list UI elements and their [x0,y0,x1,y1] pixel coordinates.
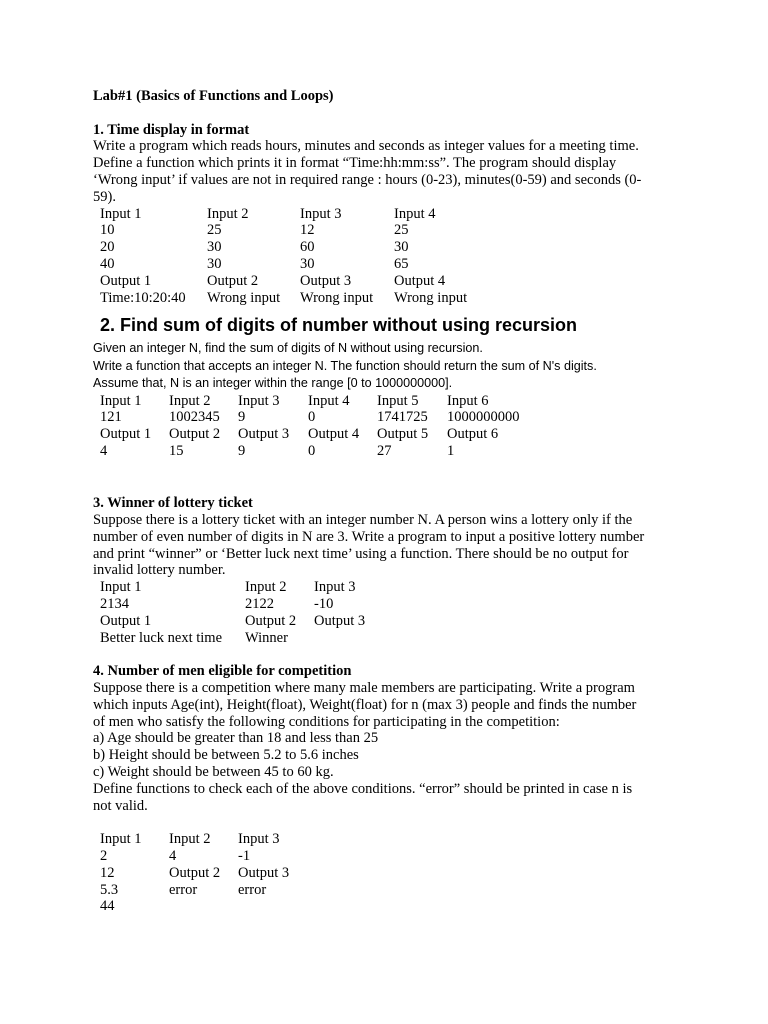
table-cell: Input 4 [394,205,436,222]
table-cell: 1000000000 [447,409,520,426]
table-cell: 15 [169,442,184,459]
table-cell: 30 [394,239,409,256]
table-cell: 10 [100,222,115,239]
table-cell: Wrong input [207,289,281,306]
question-1-line: Write a program which reads hours, minutes and seconds as integer values for a meeting time. [93,138,639,155]
table-cell: error [169,881,198,898]
table-cell: Output 3 [238,864,290,881]
table-cell: 60 [300,239,315,256]
table-row [100,290,494,307]
question-4-line: of men who satisfy the following conditions for participating in the competition: [93,713,560,730]
table-row [100,848,318,865]
table-row [100,596,394,613]
question-3-text [93,512,678,579]
table-cell: 12 [300,222,315,239]
question-2-line: Write a function that accepts an integer N. The function should return the sum of N's digits. [93,358,597,373]
table-cell: Input 1 [100,831,142,848]
table-cell: Input 6 [447,392,489,409]
table-cell: error [238,881,267,898]
table-row [100,865,318,882]
question-4-line: which inputs Age(int), Height(float), Weight(float) for n (max 3) people and finds the number [93,696,637,713]
question-2-io-table [100,393,537,459]
table-cell: Input 2 [207,205,249,222]
table-cell: 20 [100,239,115,256]
table-cell: Input 5 [377,392,419,409]
question-3-line: number of even number of digits in N are 3. Write a program to input a positive lottery number [93,528,645,545]
table-cell: Output 1 [100,426,152,443]
table-cell: Output 5 [377,426,429,443]
table-cell: Output 1 [100,612,152,629]
table-cell: 0 [308,442,316,459]
question-3-heading: 3. Winner of lottery ticket [93,495,253,512]
table-cell: Input 3 [314,579,356,596]
table-row [100,613,394,630]
question-1-line: 59). [93,188,116,205]
question-4-heading: 4. Number of men eligible for competition [93,663,352,680]
table-cell: Input 2 [169,831,211,848]
table-cell: Input 3 [300,205,342,222]
table-row [100,630,394,647]
question-1-line: Define a function which prints it in format “Time:hh:mm:ss”. The program should display [93,155,617,172]
lab-title: Lab#1 (Basics of Functions and Loops) [93,88,334,104]
question-3-line: invalid lottery number. [93,562,226,579]
question-2-line: Assume that, N is an integer within the range [0 to 1000000000]. [93,376,453,391]
table-cell: 40 [100,255,115,272]
table-cell: Input 3 [238,831,280,848]
table-row [100,831,318,848]
table-cell: 2 [100,847,108,864]
question-2-text [93,340,678,393]
table-cell: Output 3 [238,426,290,443]
question-3-line: Suppose there is a lottery ticket with an integer number N. A person wins a lottery only if the [93,512,633,529]
table-row [100,426,537,443]
table-row [100,443,537,460]
question-1-text [93,138,678,205]
table-cell: Output 4 [394,272,446,289]
table-row [100,206,494,223]
table-cell: 4 [169,847,177,864]
question-4-io-table [100,831,318,915]
table-cell: 44 [100,898,115,915]
table-cell: Wrong input [394,289,468,306]
question-2 [93,314,678,459]
table-cell: -10 [314,596,334,613]
table-cell: 12 [100,864,115,881]
table-cell: Input 2 [245,579,287,596]
table-row [100,898,318,915]
question-3 [93,495,678,646]
table-row [100,222,494,239]
table-cell: Output 2 [169,426,221,443]
table-cell: 1 [447,442,455,459]
table-cell: Input 1 [100,205,142,222]
table-cell: 1741725 [377,409,428,426]
table-cell: 65 [394,255,409,272]
table-row [100,256,494,273]
table-cell: Input 1 [100,392,142,409]
table-cell: Output 4 [308,426,360,443]
question-4-line: not valid. [93,797,148,814]
table-cell [314,630,394,647]
question-4-line: a) Age should be greater than 18 and less than 25 [93,730,379,747]
table-cell [238,898,318,915]
table-row [100,579,394,596]
table-cell [169,898,238,915]
table-cell: Time:10:20:40 [100,289,186,306]
table-cell: 2134 [100,596,129,613]
table-cell: Output 1 [100,272,152,289]
table-cell: Output 2 [245,612,297,629]
question-1-io-table [100,206,494,307]
table-cell: Better luck next time [100,629,223,646]
table-cell: Winner [245,629,288,646]
question-1-line: ‘Wrong input’ if values are not in required range : hours (0-23), minutes(0-59) and seconds (0- [93,171,642,188]
table-cell: 30 [300,255,315,272]
table-cell: Input 2 [169,392,211,409]
question-3-io-table [100,579,394,646]
table-cell: 25 [394,222,409,239]
question-2-line: Given an integer N, find the sum of digits of N without using recursion. [93,341,483,356]
question-1-heading: 1. Time display in format [93,121,250,138]
table-row [100,393,537,410]
table-cell: Output 6 [447,426,499,443]
table-cell: Input 3 [238,392,280,409]
lab-document [93,88,678,915]
table-cell: 25 [207,222,222,239]
table-cell: 27 [377,442,392,459]
question-4-line: Suppose there is a competition where many male members are participating. Write a program [93,680,635,696]
table-cell: 121 [100,409,122,426]
table-cell: 30 [207,239,222,256]
table-cell: 5.3 [100,881,119,898]
question-2-heading: 2. Find sum of digits of number without using recursion [100,315,577,336]
table-cell: Output 2 [207,272,259,289]
table-cell: Input 1 [100,579,142,596]
table-cell: Input 4 [308,392,350,409]
table-cell: 30 [207,255,222,272]
table-cell: 9 [238,442,246,459]
question-4-line: Define functions to check each of the above conditions. “error” should be printed in case n is [93,780,633,797]
question-4-line: c) Weight should be between 45 to 60 kg. [93,763,334,780]
question-4-text [93,680,678,814]
question-4-line: b) Height should be between 5.2 to 5.6 inches [93,747,359,764]
table-cell: Output 2 [169,864,221,881]
table-cell: 2122 [245,596,274,613]
table-row [100,239,494,256]
table-cell: 1002345 [169,409,220,426]
table-cell: Output 3 [314,612,366,629]
table-row [100,273,494,290]
table-row [100,882,318,899]
table-cell: 9 [238,409,246,426]
table-cell: 4 [100,442,108,459]
table-cell: 0 [308,409,316,426]
question-3-line: and print “winner” or ‘Better luck next time’ using a function. There should be no output for [93,545,629,562]
table-cell: Output 3 [300,272,352,289]
table-cell: -1 [238,847,251,864]
question-1 [93,122,678,307]
table-row [100,409,537,426]
question-4 [93,663,678,915]
table-cell: Wrong input [300,289,374,306]
